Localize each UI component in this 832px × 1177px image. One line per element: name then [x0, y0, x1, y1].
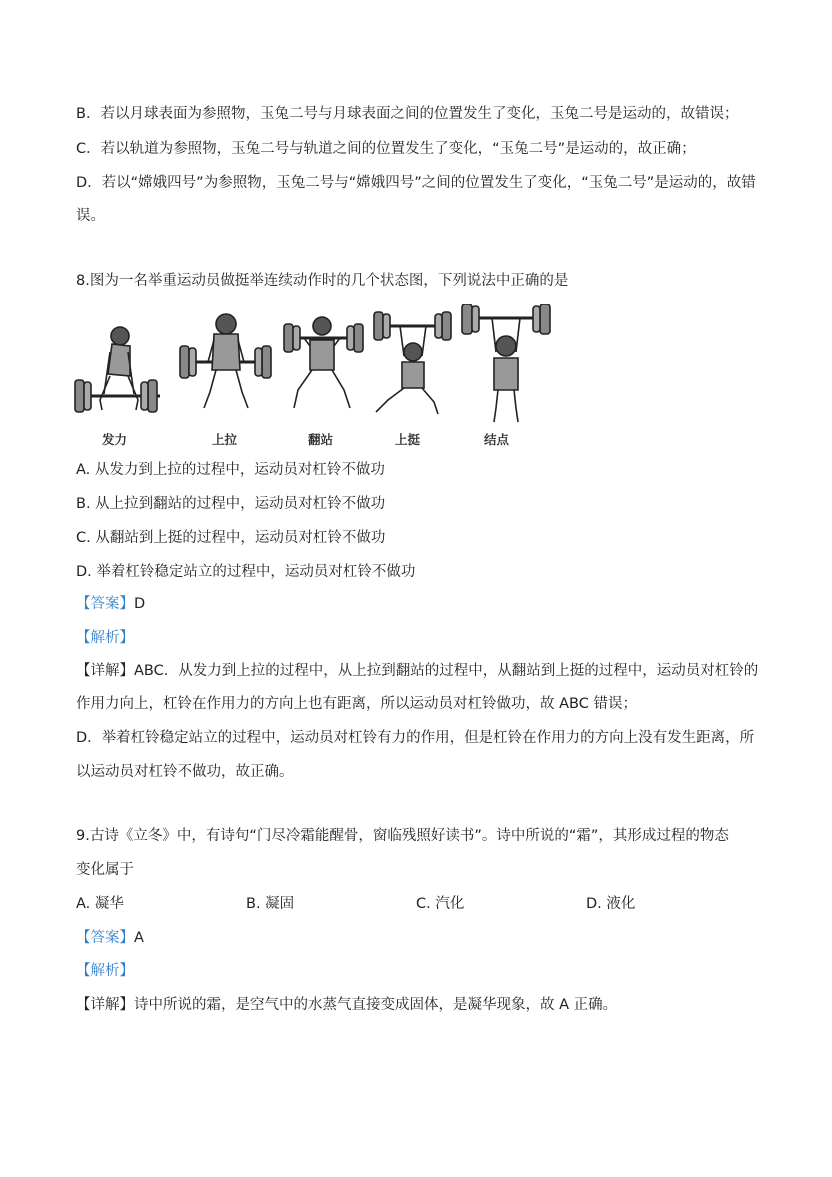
q9-detail-text-1: 诗中所说的霜，是空气中的水蒸气直接变成固体，是凝华现象，故 A 正确。 — [134, 997, 618, 1013]
q8-stem: 8.图为一名举重运动员做挺举连续动作时的几个状态图，下列说法中正确的是 — [76, 273, 569, 289]
q8-option-d: D. 举着杠铃稳定站立的过程中，运动员对杠铃不做功 — [76, 564, 416, 580]
prev-option-c-explanation: C．若以轨道为参照物，玉兔二号与轨道之间的位置发生了变化，“玉兔二号”是运动的，故正确； — [76, 141, 696, 157]
q9-stem-line-2: 变化属于 — [76, 862, 134, 878]
q9-answer — [76, 928, 144, 948]
q9-answer-value: A — [134, 930, 144, 946]
q9-analysis-tag: 【解析】 — [76, 963, 134, 979]
caption-shangla: 上拉 — [212, 432, 238, 447]
q9-detail-tag: 【详解】 — [76, 997, 134, 1013]
prev-option-d-explanation-cont: 误。 — [76, 208, 105, 224]
q8-analysis-tag: 【解析】 — [76, 630, 134, 646]
q8-answer-tag: 【答案】 — [76, 596, 134, 612]
q8-detail-text-1: ABC．从发力到上拉的过程中，从上拉到翻站的过程中，从翻站到上挺的过程中，运动员对杠铃的 — [134, 663, 759, 679]
q9-option-b: B. 凝固 — [246, 896, 295, 912]
pose-2-lifter — [180, 314, 271, 408]
q8-answer — [76, 594, 145, 614]
q8-detail-line-1 — [76, 661, 758, 681]
q9-option-c: C. 汽化 — [416, 896, 465, 912]
q8-detail-line-2: 作用力向上，杠铃在作用力的方向上也有距离，所以运动员对杠铃做功，故 ABC 错误； — [76, 696, 637, 712]
q9-analysis — [76, 961, 134, 981]
caption-fanzhan: 翻站 — [308, 432, 334, 447]
pose-1-lifter — [75, 327, 160, 412]
q8-answer-value: D — [134, 596, 146, 612]
pose-3-lifter — [284, 317, 363, 408]
pose-5-lifter — [462, 304, 550, 422]
q9-answer-tag: 【答案】 — [76, 930, 134, 946]
q8-option-c: C. 从翻站到上挺的过程中，运动员对杠铃不做功 — [76, 530, 386, 546]
q8-detail-tag: 【详解】 — [76, 663, 134, 679]
q9-option-a: A. 凝华 — [76, 896, 124, 912]
caption-fali: 发力 — [102, 432, 128, 447]
q8-detail-line-3: D．举着杠铃稳定站立的过程中，运动员对杠铃有力的作用，但是杠铃在作用力的方向上没有发生距离，所 — [76, 730, 755, 746]
weightlifting-figure — [72, 304, 562, 452]
q8-detail-line-4: 以运动员对杠铃不做功，故正确。 — [76, 764, 294, 780]
prev-option-d-explanation: D．若以“嫦娥四号”为参照物，玉兔二号与“嫦娥四号”之间的位置发生了变化，“玉兔二号”是运动的，故错 — [76, 175, 756, 191]
q8-analysis — [76, 628, 134, 648]
q9-option-d: D. 液化 — [586, 896, 636, 912]
q8-option-b: B. 从上拉到翻站的过程中，运动员对杠铃不做功 — [76, 496, 386, 512]
q9-detail-line-1 — [76, 995, 617, 1015]
caption-jiedian: 结点 — [484, 432, 510, 447]
pose-4-lifter — [374, 312, 451, 414]
q8-option-a: A. 从发力到上拉的过程中，运动员对杠铃不做功 — [76, 462, 385, 478]
q9-stem-line-1: 9.古诗《立冬》中，有诗句“门尽冷霜能醒骨，窗临残照好读书”。诗中所说的“霜”，其形成过程的物态 — [76, 828, 729, 844]
prev-option-b-explanation: B．若以月球表面为参照物，玉兔二号与月球表面之间的位置发生了变化，玉兔二号是运动的，故错误； — [76, 106, 739, 122]
caption-shangting: 上挺 — [395, 432, 421, 447]
